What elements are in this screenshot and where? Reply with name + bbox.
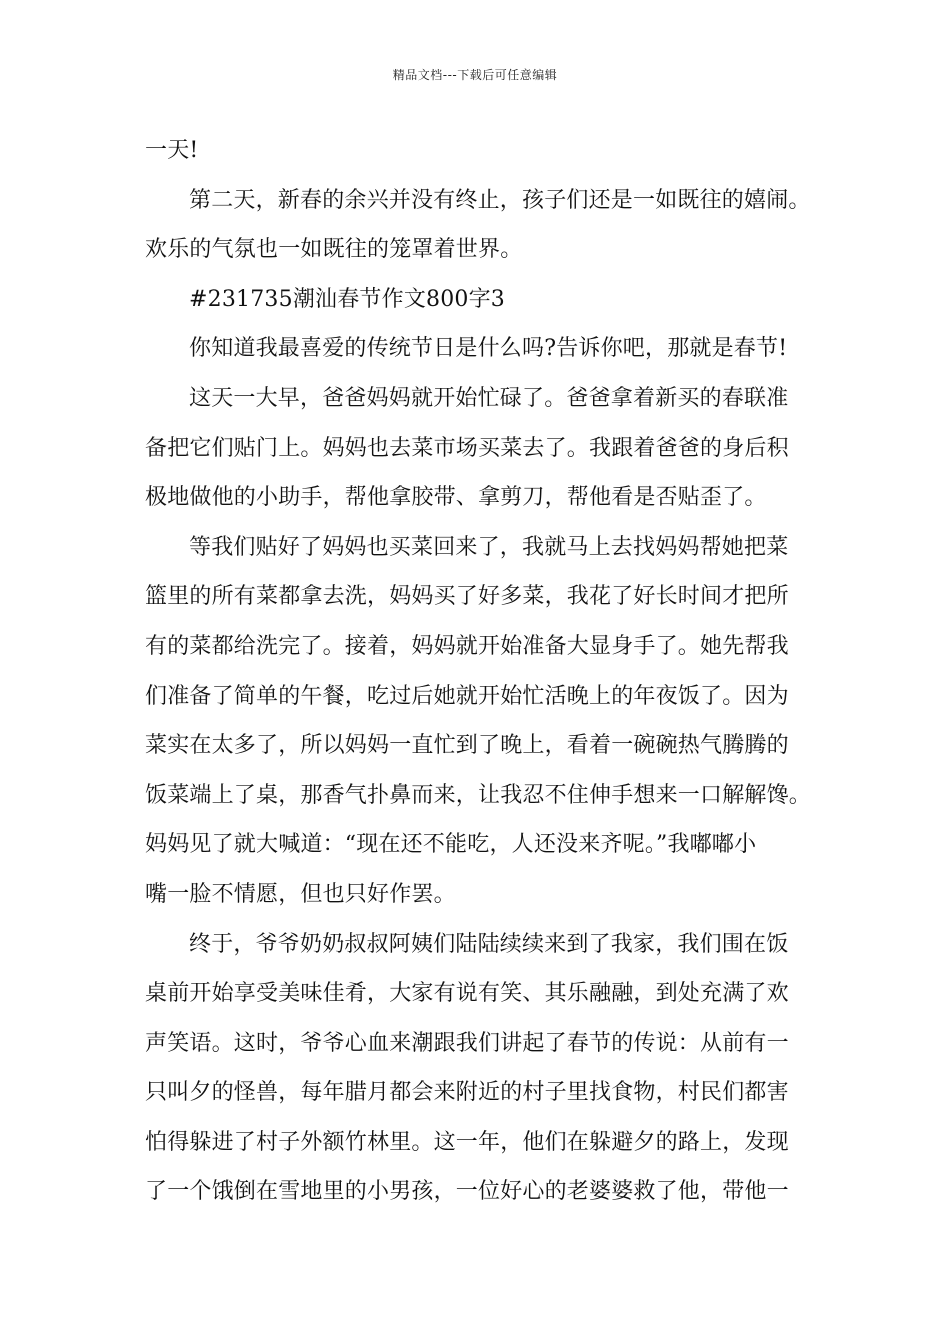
document-body [145,130,810,1221]
text-line: 篮里的所有菜都拿去洗，妈妈买了好多菜，我花了好长时间才把所 [145,584,789,610]
text-line: 桌前开始享受美味佳肴，大家有说有笑、其乐融融，到处充满了欢 [145,981,789,1007]
text-line: #231735潮汕春节作文800字3 [189,286,506,312]
text-line: 菜实在太多了，所以妈妈一直忙到了晚上，看着一碗碗热气腾腾的 [145,733,789,759]
text-line: 备把它们贴门上。妈妈也去菜市场买菜去了。我跟着爸爸的身后积 [145,435,789,461]
text-line: 们准备了简单的午餐，吃过后她就开始忙活晚上的年夜饭了。因为 [145,683,789,709]
text-line: 饭菜端上了桌，那香气扑鼻而来，让我忍不住伸手想来一口解解馋。 [145,782,812,808]
text-line: 欢乐的气氛也一如既往的笼罩着世界。 [145,237,523,263]
page-header: 精品文档---下载后可任意编辑 [392,68,558,82]
text-line: 你知道我最喜爱的传统节日是什么吗?告诉你吧，那就是春节! [189,336,788,362]
text-line: 极地做他的小助手，帮他拿胶带、拿剪刀，帮他看是否贴歪了。 [145,485,767,511]
text-line: 嘴一脸不情愿，但也只好作罢。 [145,881,456,907]
text-line: 怕得躲进了村子外额竹林里。这一年，他们在躲避夕的路上，发现 [145,1129,789,1155]
text-line: 第二天，新春的余兴并没有终止，孩子们还是一如既往的嬉闹。 [189,187,811,213]
text-line: 这天一大早，爸爸妈妈就开始忙碌了。爸爸拿着新买的春联准 [189,385,789,411]
text-line: 只叫夕的怪兽，每年腊月都会来附近的村子里找食物，村民们都害 [145,1080,789,1106]
text-line: 一天! [145,138,199,163]
text-line: 有的菜都给洗完了。接着，妈妈就开始准备大显身手了。她先帮我 [145,633,789,659]
text-line: 等我们贴好了妈妈也买菜回来了，我就马上去找妈妈帮她把菜 [189,534,789,560]
text-line: 终于，爷爷奶奶叔叔阿姨们陆陆续续来到了我家，我们围在饭 [189,931,789,957]
text-line: 了一个饿倒在雪地里的小男孩，一位好心的老婆婆救了他，带他一 [145,1179,789,1205]
text-line: 声笑语。这时，爷爷心血来潮跟我们讲起了春节的传说：从前有一 [145,1030,789,1056]
text-line: 妈妈见了就大喊道：“现在还不能吃，人还没来齐呢。”我嘟嘟小 [145,832,757,858]
